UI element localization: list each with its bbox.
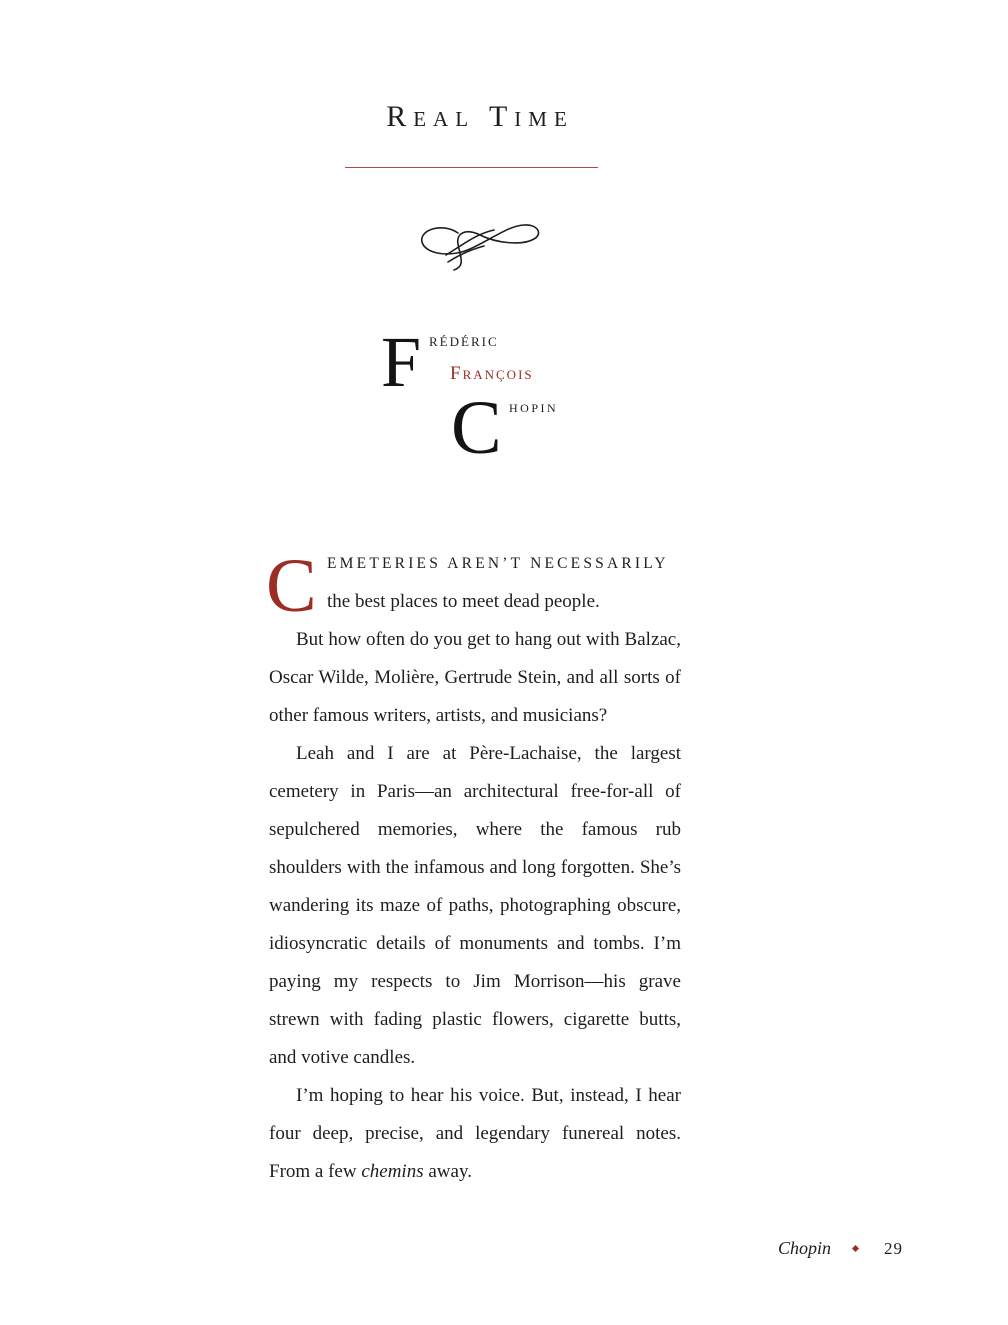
body-text <box>269 621 681 1191</box>
paragraph: But how often do you get to hang out with Balzac, Oscar Wilde, Molière, Gertrude Stein, and all sorts of other famous writers, artists, and musicians? <box>269 629 681 726</box>
diamond-bullet-icon <box>852 1245 859 1252</box>
title-rule <box>345 167 598 168</box>
lead-in-small-caps: EMETERIES AREN’T NECESSARILY <box>327 555 669 572</box>
italic-word: chemins <box>361 1161 424 1182</box>
paragraph-last <box>269 1077 681 1191</box>
name-initial-c: C <box>451 386 502 470</box>
page-footer <box>778 1238 903 1259</box>
lead-in-continuation: the best places to meet dead people. <box>327 591 600 612</box>
first-name-rest: rédéric <box>429 330 499 350</box>
page-number: 29 <box>884 1239 903 1258</box>
drop-cap: C <box>266 544 317 628</box>
middle-name: François <box>450 363 534 384</box>
flourish-ornament-icon <box>418 218 544 274</box>
last-name-rest: hopin <box>509 397 559 416</box>
name-initial-f: F <box>381 322 422 402</box>
paragraph-text: I’m hoping to hear his voice. But, instead, I hear four deep, precise, and legendary funereal notes. From a few <box>269 1085 681 1182</box>
running-head: Chopin <box>777 1238 831 1258</box>
paragraph: Leah and I are at Père-Lachaise, the largest cemetery in Paris—an architectural free-for-all of sepulchered memories, where the famous rub shoulders with the infamous and long forgotten. She’s wandering its maze of paths, photographing obscure, idiosyncratic details of monuments and tombs. I’m paying my respects to Jim Morrison—his grave strewn with fading plastic flowers, cigarette butts, and votive candles. <box>269 743 681 1068</box>
section-title: Real Time <box>386 100 574 133</box>
paragraph-text-end: away. <box>423 1161 472 1182</box>
